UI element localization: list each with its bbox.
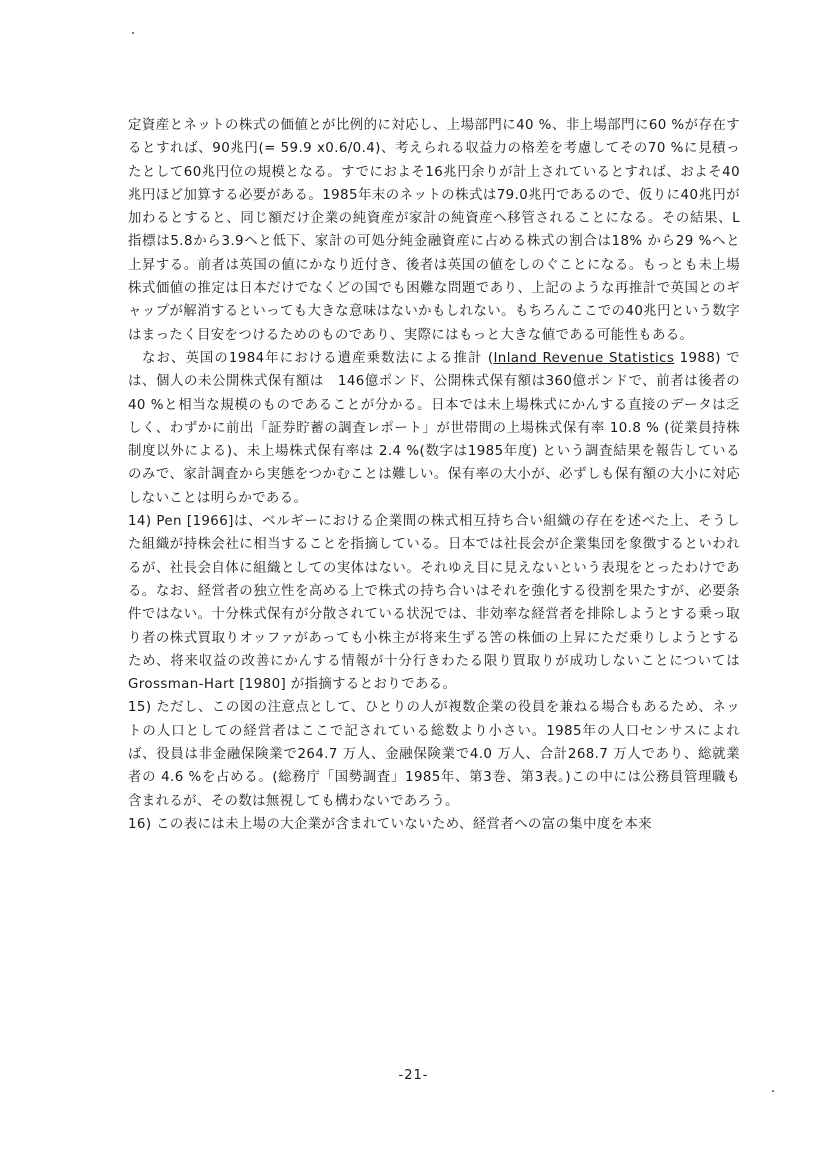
scan-speck bbox=[772, 1090, 774, 1092]
body-text bbox=[128, 114, 740, 836]
footnote-text: 14) Pen [1966]は、ベルギーにおける企業間の株式相互持ち合い組織の存在を述べた上、そうした組織が持株会社に相当することを指摘している。日本では社長会が企業集団を象徴するといわれるが、社長会自体に組織としての実体はない。それゆえ目に見えないという表現をとったわけである。なお、経営者の独立性を高める上で株式の持ち合いはそれを強化する役割を果たすが、必要条件ではない。十分株式保有が分散されている状況では、非効率な経営者を排除しようとする乗っ取り者の株式買取りオッファがあっても小株主が将来生ずる筈の株価の上昇にただ乗りしようとするため、将来収益の改善にかんする情報が十分行きわたる限り買取りが成功しないことについては Grossman-Hart [1980] が指摘するとおりである。 bbox=[128, 514, 740, 693]
paragraph-inland-revenue bbox=[128, 347, 740, 510]
page-number: -21- bbox=[398, 1068, 429, 1083]
footnote-text: 16) この表には未上場の大企業が含まれていないため、経営者への富の集中度を本来 bbox=[128, 816, 653, 832]
footnote-14 bbox=[128, 510, 740, 696]
scan-speck bbox=[132, 32, 134, 34]
footnote-16 bbox=[128, 813, 740, 836]
paragraph-text: 定資産とネットの株式の価値とが比例的に対応し、上場部門に40 %、非上場部門に60 %が存在するとすれば、90兆円(= 59.9 x0.6/0.4)、考えられる収益力の格差を考慮してその70 %に見積ったとして60兆円位の規模となる。すでにおよそ16兆円余りが計上されているとすれば、およそ40兆円ほど加算する必要がある。1985年末のネットの株式は79.0兆円であるので、仮りに40兆円が加わるとすると、同じ額だけ企業の純資産が家計の純資産へ移管されることになる。その結果、L指標は5.8から3.9へと低下、家計の可処分純金融資産に占める株式の割合は18% から29 %へと上昇する。前者は英国の値にかなり近付き、後者は英国の値をしのぐことになる。もっとも未上場株式価値の推定は日本だけでなくどの国でも困難な問題であり、上記のような再推計で英国とのギャップが解消するといっても大きな意味はないかもしれない。もちろんここでの40兆円という数字はまったく目安をつけるためのものであり、実際にはもっと大きな値である可能性もある。 bbox=[128, 118, 740, 343]
paragraph-main bbox=[128, 114, 740, 347]
paragraph-text: なお、英国の1984年における遺産乗数法による推計 ( bbox=[142, 350, 494, 366]
source-title-underlined: Inland Revenue Statistics bbox=[493, 350, 675, 366]
footnote-text: 15) ただし、この図の注意点として、ひとりの人が複数企業の役員を兼ねる場合もあるため、ネットの人口としての経営者はここで記されている総数より小さい。1985年の人口センサスによれば、役員は非金融保険業で264.7 万人、金融保険業で4.0 万人、合計268.7 万人であり、総就業者の 4.6 %を占める。(総務庁「国勢調査」1985年、第3巻、第3表。)この中には公務員管理職も含まれるが、その数は無視しても構わないであろう。 bbox=[128, 700, 740, 809]
paragraph-text: 1988) では、個人の未公開株式保有額は 146億ポンド、公開株式保有額は360億ポンドで、前者は後者の40 %と相当な規模のものであることが分かる。日本では未上場株式にかんする直接のデータは乏しく、わずかに前出「証券貯蓄の調査レポート」が世帯間の上場株式保有率 10.8 % (従業員持株制度以外による)、未上場株式保有率は 2.4 %(数字は1985年度) という調査結果を報告しているのみで、家計調査から実態をつかむことは難しい。保有率の大小が、必ずしも保有額の大小に対応しないことは明らかである。 bbox=[128, 350, 741, 506]
footnote-15 bbox=[128, 696, 740, 812]
